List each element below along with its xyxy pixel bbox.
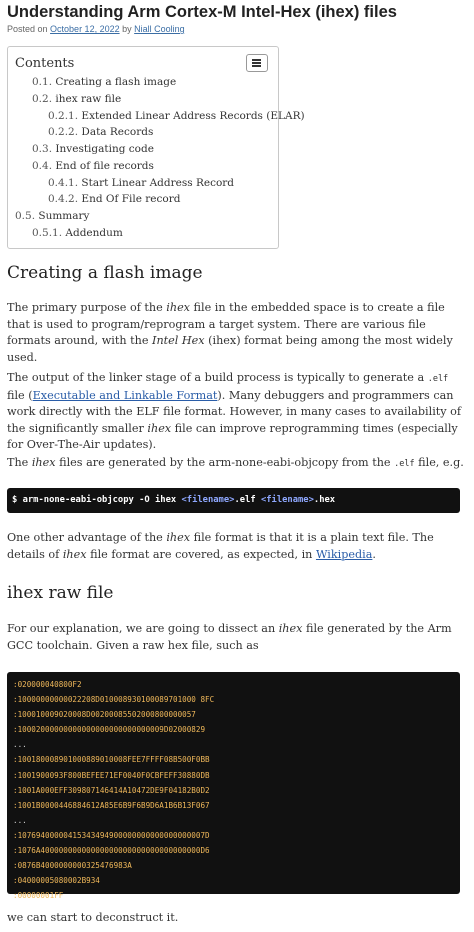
- wikipedia-link[interactable]: Wikipedia: [315, 547, 373, 561]
- toc-item[interactable]: 0.5.1. Addendum: [32, 227, 123, 239]
- toc-item[interactable]: 0.4. End of file records: [32, 160, 154, 172]
- toc-item[interactable]: 0.2.2. Data Records: [48, 126, 154, 138]
- page-title: Understanding Arm Cortex-M Intel-Hex (ihex) files: [7, 3, 397, 21]
- toc-item[interactable]: 0.2.1. Extended Linear Address Records (ELAR): [48, 110, 305, 122]
- hex-line: :04000005080002B934: [13, 876, 100, 886]
- hex-line: ...: [13, 815, 27, 825]
- toc-item[interactable]: 0.3. Investigating code: [32, 143, 154, 155]
- toc-item[interactable]: 0.4.1. Start Linear Address Record: [48, 177, 235, 189]
- elf-wiki-link[interactable]: Executable and Linkable Format: [32, 388, 218, 402]
- toc-item[interactable]: 0.2. ihex raw file: [32, 93, 122, 105]
- paragraph: One other advantage of the ihex file format is that it is a plain text file. The details of ihex file format are covered, as expected, in Wikipedia.: [7, 531, 434, 561]
- toc-item[interactable]: 0.5. Summary: [15, 210, 90, 222]
- command-code-block: $ arm-none-eabi-objcopy -O ihex <filename>.elf <filename>.hex: [7, 488, 460, 513]
- toc-item[interactable]: 0.1. Creating a flash image: [32, 76, 177, 88]
- section-heading: Creating a flash image: [7, 263, 203, 283]
- hex-line: ...: [13, 740, 27, 750]
- table-of-contents: [7, 46, 305, 249]
- hex-code-block: [7, 672, 460, 901]
- paragraph: we can start to deconstruct it.: [7, 911, 179, 924]
- section-heading: ihex raw file: [7, 583, 114, 603]
- hex-line: :100180008901000889010008FEE7FFFF08B500F0BB: [13, 755, 210, 765]
- hex-line: :0876B4000000000325476983A: [13, 861, 132, 871]
- hex-line: :1076A40000000000000000000000000000000000D6: [13, 846, 210, 856]
- toc-title: Contents: [15, 56, 75, 71]
- toc-item[interactable]: 0.4.2. End Of File record: [48, 193, 181, 205]
- hex-line: :10002000000000000000000000000009D02000829: [13, 725, 206, 735]
- hex-line: :1001900093F800BEFEE71EF0040F0CBFEFF30880DB: [13, 770, 210, 780]
- hex-line: :10769400000415343494900000000000000000007D: [13, 830, 210, 840]
- author-link[interactable]: Niall Cooling: [134, 24, 185, 34]
- post-meta: [7, 24, 185, 34]
- paragraph: The ihex files are generated by the arm-none-eabi-objcopy from the .elf file, e.g.: [7, 456, 464, 469]
- paragraph: The output of the linker stage of a build process is typically to generate a .elf file (Executable and Linkable Format). Many debuggers and programmers can work directly with the ELF file format. However, in many cases to availability of the significantly smaller ihex file can improve reprogramming times (especially for Over-The-Air updates).: [7, 371, 462, 451]
- paragraph: For our explanation, we are going to dissect an ihex file generated by the Arm GCC toolchain. Given a raw hex file, such as: [7, 622, 452, 652]
- hex-line: :020000040800F2: [13, 680, 82, 689]
- hex-line: :1001B0000446884612A85E6B9F6B9D6A1B6B13F067: [13, 800, 210, 810]
- by-label: by: [122, 24, 132, 34]
- list-toggle-icon[interactable]: [246, 54, 268, 72]
- posted-on-label: Posted on: [7, 24, 48, 34]
- hex-line: :10000000000022208D010008930100089701000 8FC: [13, 695, 215, 705]
- post-date-link[interactable]: October 12, 2022: [50, 24, 120, 34]
- hex-line: :100010009020008D00200085502000800000057: [13, 710, 196, 720]
- paragraph: The primary purpose of the ihex file in the embedded space is to create a file that is used to program/reprogram a target system. There are various file formats around, with the Intel Hex (ihex) format being among the most widely used.: [7, 301, 453, 364]
- hex-line: :00000001FF: [13, 891, 64, 901]
- hex-line: :1001A000EFF309807146414A10472DE9F04182B0D2: [13, 785, 210, 795]
